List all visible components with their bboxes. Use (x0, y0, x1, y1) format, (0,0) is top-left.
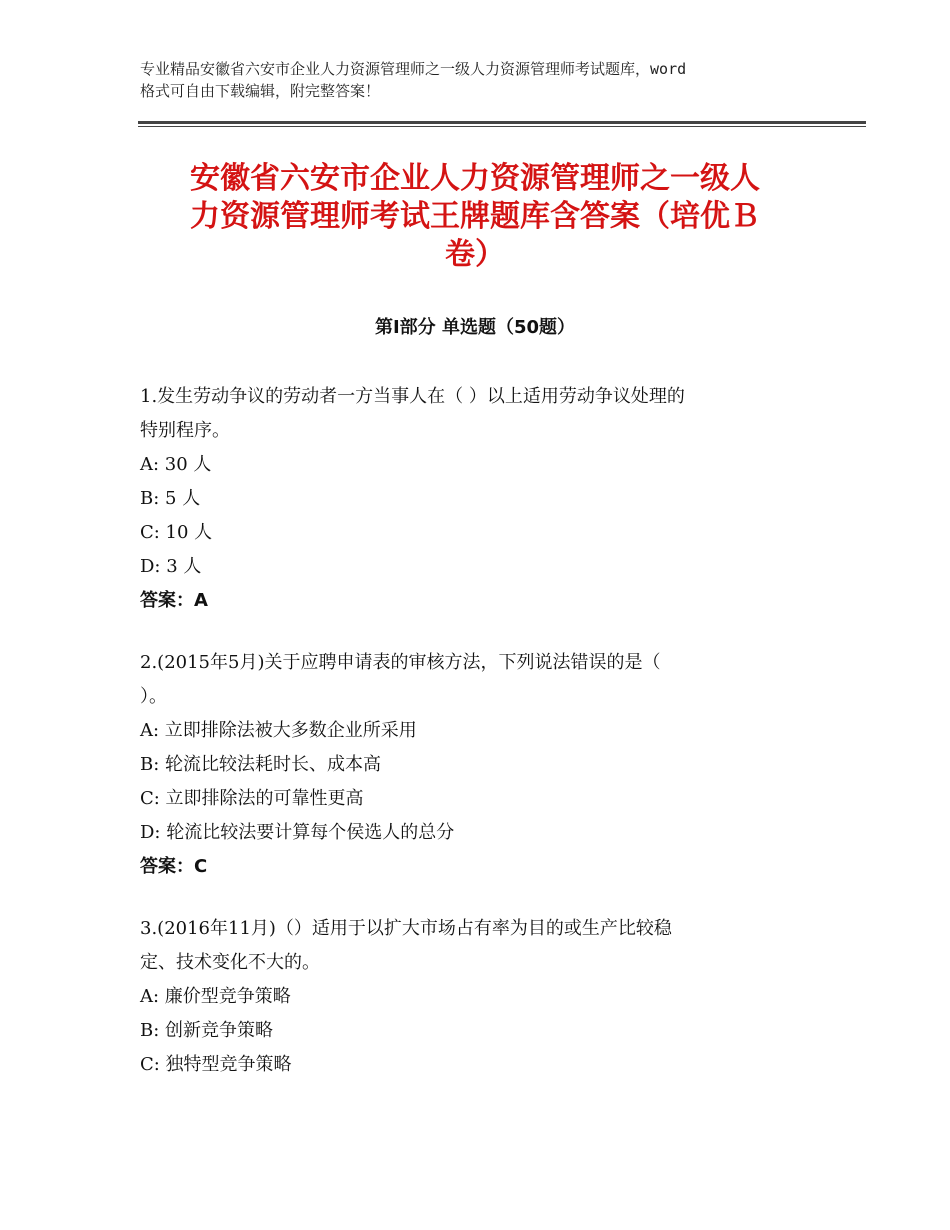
document-title-line: 安徽省六安市企业人力资源管理师之一级人 (190, 161, 760, 196)
header-note (140, 58, 830, 102)
question-stem: 3.(2016年11月)（）适用于以扩大市场占有率为目的或生产比较稳 (140, 918, 672, 939)
question (140, 912, 820, 1082)
option-d: D: 3 人 (140, 556, 202, 577)
question-list (140, 380, 820, 1110)
document-title (140, 160, 810, 274)
document-title-line: 力资源管理师考试王牌题库含答案（培优Ｂ (190, 199, 760, 234)
section-heading: 第Ⅰ部分 单选题（50题） (374, 317, 575, 338)
document-title-line: 卷） (445, 237, 505, 272)
header-divider-thick (138, 121, 866, 124)
option-d: D: 轮流比较法要计算每个侯选人的总分 (140, 822, 455, 843)
question-stem: 1.发生劳动争议的劳动者一方当事人在（ ）以上适用劳动争议处理的 (140, 386, 685, 407)
option-b: B: 轮流比较法耗时长、成本高 (140, 754, 382, 775)
option-c: C: 立即排除法的可靠性更高 (140, 788, 364, 809)
answer: 答案：A (140, 590, 208, 611)
option-b: B: 创新竞争策略 (140, 1020, 274, 1041)
answer: 答案：C (140, 856, 208, 877)
header-divider-thin (138, 126, 866, 127)
question-stem: 定、技术变化不大的。 (140, 952, 320, 973)
option-a: A: 廉价型竞争策略 (140, 986, 291, 1007)
question-stem: ）。 (140, 686, 167, 707)
option-b: B: 5 人 (140, 488, 201, 509)
question-stem: 特别程序。 (140, 420, 230, 441)
header-note-line: 专业精品安徽省六安市企业人力资源管理师之一级人力资源管理师考试题库，word (140, 60, 687, 78)
option-c: C: 10 人 (140, 522, 213, 543)
option-a: A: 立即排除法被大多数企业所采用 (140, 720, 417, 741)
question-stem: 2.(2015年5月)关于应聘申请表的审核方法，下列说法错误的是（ (140, 652, 661, 673)
option-c: C: 独特型竞争策略 (140, 1054, 292, 1075)
option-a: A: 30 人 (140, 454, 212, 475)
question (140, 380, 820, 618)
question (140, 646, 820, 884)
header-note-line: 格式可自由下载编辑，附完整答案！ (140, 82, 381, 100)
